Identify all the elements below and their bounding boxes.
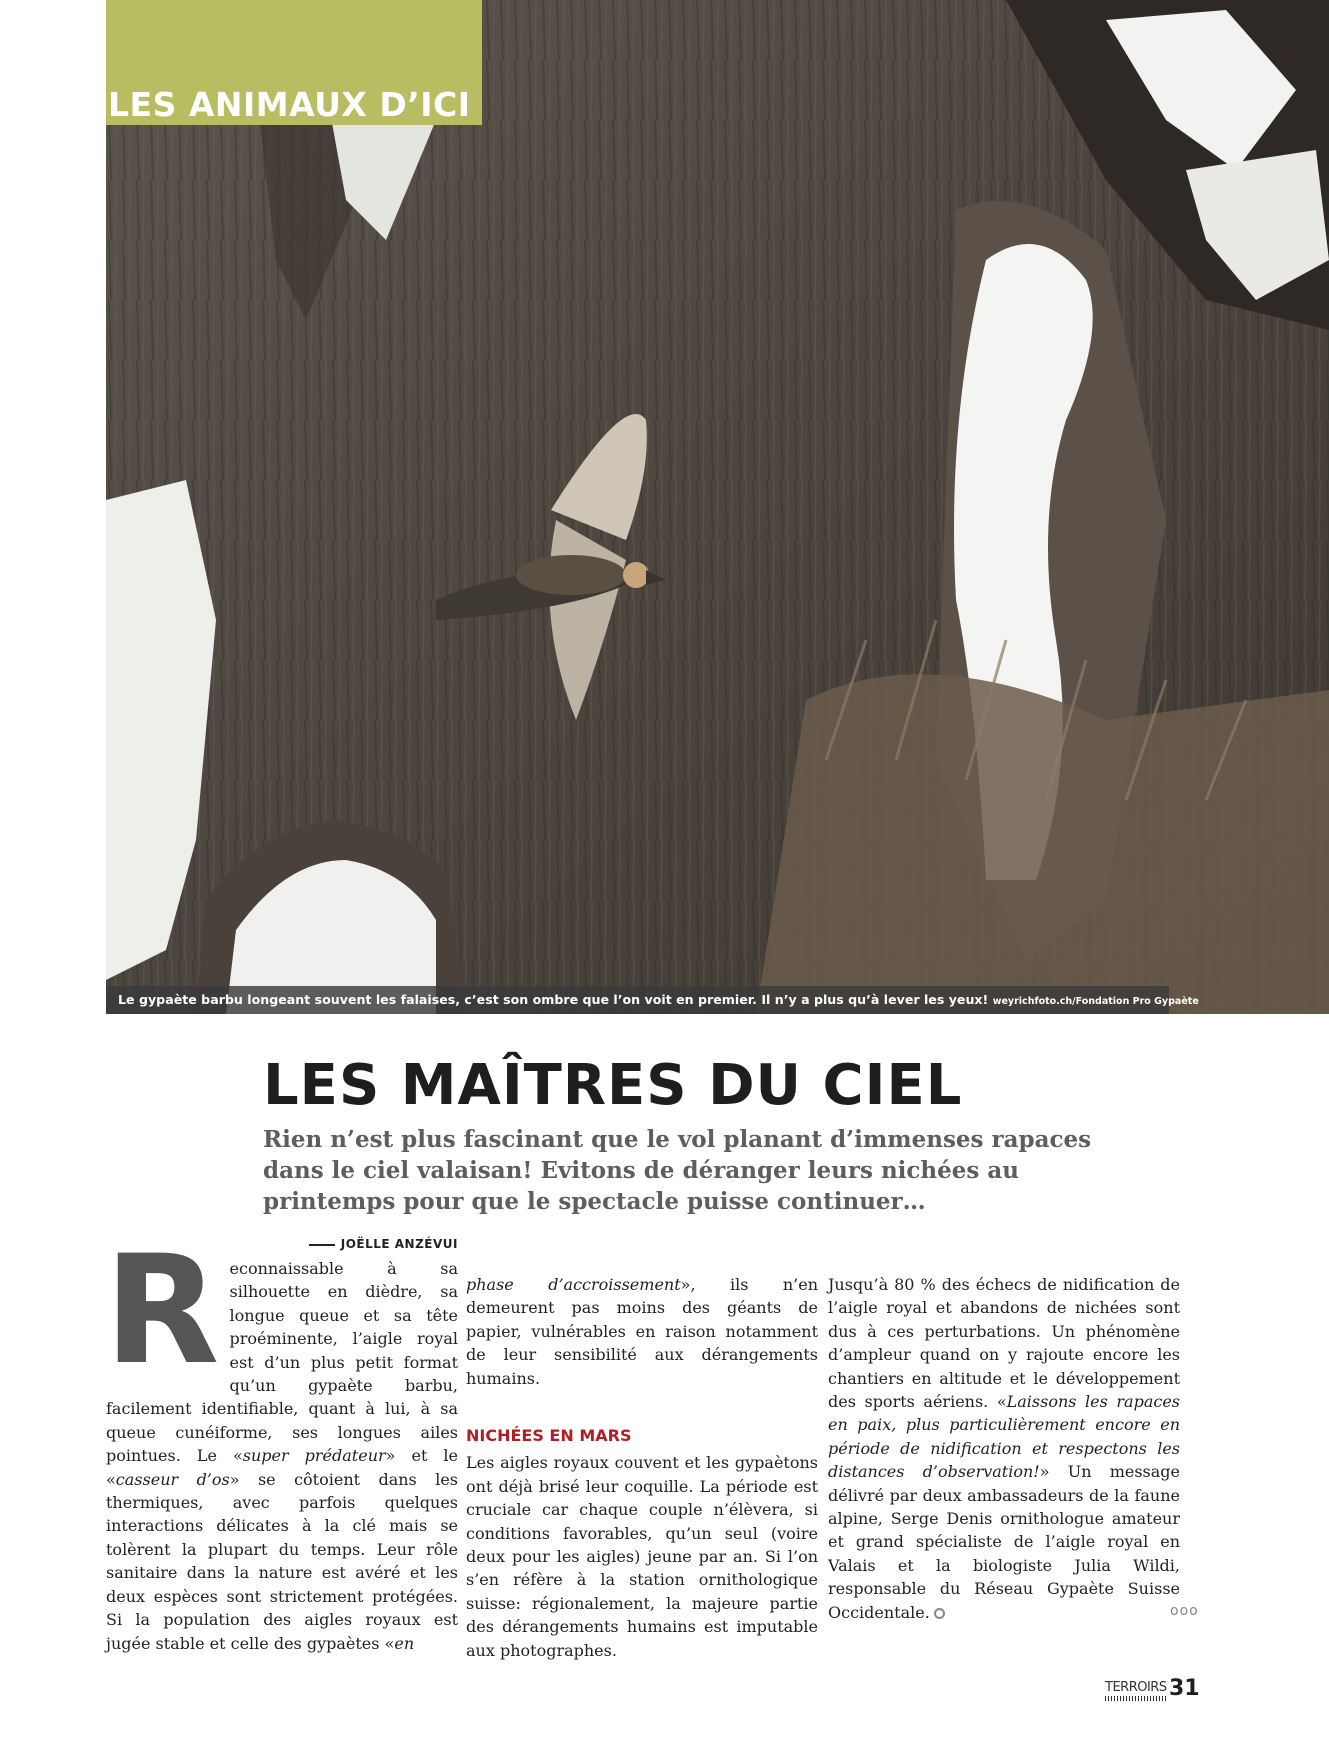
- photo-caption-bar: [106, 986, 1199, 1014]
- article-column-1: [104, 1224, 458, 1655]
- body-text: » Un message délivré par deux ambassadeurs de la faune alpine, Serge Denis ornithologue amateur et grand spécialiste de l’aigle royal en Valais et la biologiste Julia Wildi, responsable du Réseau Gypaète Suisse Occidentale.: [828, 1462, 1181, 1622]
- section-tag: [106, 0, 482, 125]
- folio-rule: [1105, 1696, 1167, 1701]
- body-text: » se côtoient dans les thermiques, avec parfois quelques interactions délicates à la clé mais se tolèrent la plupart du temps. Leur rôle sanitaire dans la nature est avéré et les deux espèces sont strictement protégées. Si la population des aigles royaux est jugée stable et celle des gypaètes «: [106, 1469, 458, 1653]
- body-paragraph: Les aigles royaux couvent et les gypaètons ont déjà brisé leur coquille. La période est cruciale car chaque couple n’élèvera, si conditions favorables, qu’un seul (voire deux pour les aigles) jeune par an. Si l’on s’en réfère à la station ornithologique suisse: régionalement, la majeure partie des dérangements humains est imputable aux photographes.: [466, 1453, 818, 1660]
- continued-mark: ooo: [1170, 1603, 1199, 1619]
- photo-caption: [118, 992, 1199, 1007]
- photo-caption-text: Le gypaète barbu longeant souvent les falaises, c’est son ombre que l’on voit en premier. Il n’y a plus qu’à lever les yeux!: [118, 992, 989, 1007]
- magazine-name: TERROIRS: [1105, 1680, 1167, 1695]
- cover-photo: [106, 0, 1329, 1014]
- author-name: JOËLLE ANZÉVUI: [340, 1237, 458, 1251]
- photo-credit: weyrichfoto.ch/Fondation Pro Gypaète: [992, 996, 1199, 1007]
- end-of-article-icon: [934, 1608, 945, 1619]
- section-tag-label: LES ANIMAUX D’ICI: [108, 85, 471, 124]
- article-column-2: [466, 1273, 818, 1662]
- page-number: 31: [1169, 1676, 1200, 1701]
- body-text: Jusqu’à 80 % des échecs de nidification de l’aigle royal et abandons de nichées sont dus à ces perturbations. Un phénomène d’ampleur quand on y rajoute encore les chantiers en altitude et le développement des sports aériens. «: [828, 1275, 1180, 1412]
- body-emphasis: Laissons les rapaces en paix, plus particulièrement encore en période de nidification et respectons les distances d’observation!: [828, 1392, 1181, 1482]
- section-subhead: NICHÉES EN MARS: [466, 1426, 632, 1446]
- body-emphasis: phase d’accroissement: [466, 1275, 681, 1294]
- article-title: LES MAÎTRES DU CIEL: [263, 1053, 963, 1118]
- body-paragraph: [466, 1273, 818, 1390]
- byline-rule: [309, 1244, 335, 1246]
- body-paragraph: [828, 1273, 1180, 1624]
- article-lead: Rien n’est plus fascinant que le vol planant d’immenses rapaces dans le ciel valaisan! Evitons de déranger leurs nichées au printemps pour que le spectacle puisse continuer…: [263, 1126, 1092, 1215]
- body-text: econnaissable à sa silhouette en dièdre, sa longue queue et sa tête proéminente, l’aigle royal est d’un plus petit format qu’un gypaète barbu, facilement identifiable, quant à lui, à sa queue cunéiforme, ses longues ailes pointues. Le «: [106, 1259, 458, 1466]
- body-emphasis: casseur d’os: [115, 1469, 230, 1489]
- bearded-vulture-cliff-photo: [106, 0, 1329, 1014]
- body-emphasis: en: [394, 1633, 415, 1653]
- body-text: », ils n’en demeurent pas moins des géants de papier, vulnérables en raison notamment de leur sensibilité aux dérangements humains.: [466, 1275, 818, 1388]
- article-column-3: [828, 1273, 1180, 1624]
- body-emphasis: super prédateur: [242, 1446, 386, 1466]
- dropcap: R: [104, 1224, 220, 1398]
- body-text: » et le «: [106, 1446, 458, 1489]
